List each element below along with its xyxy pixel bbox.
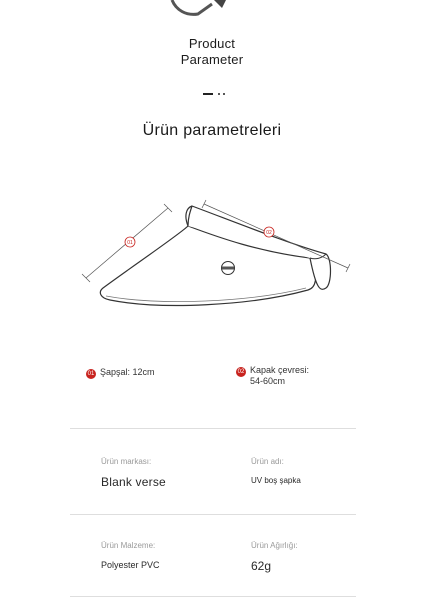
decorative-dash-dots: [0, 90, 424, 98]
header-title-line1: Product: [188, 36, 236, 51]
spec-value-brand: Blank verse: [101, 475, 166, 489]
brand-logo-icon: [222, 262, 235, 275]
dimension-label-02: [264, 227, 274, 237]
divider: [70, 596, 356, 597]
param-number-badge: 01: [87, 371, 95, 377]
header-title-line2: Parameter: [180, 52, 244, 67]
param-text-line1: Kapak çevresi:: [250, 365, 310, 375]
top-image-fragment: [0, 0, 424, 28]
param-head-circumference: [236, 365, 309, 387]
param-text-line2: 54-60cm: [250, 376, 286, 386]
param-text: Şapşal: 12cm: [100, 367, 155, 377]
param-brim-width: [86, 367, 155, 379]
svg-text:01: 01: [127, 240, 133, 246]
spec-label-name: Ürün adı:: [251, 457, 284, 466]
spec-value-name: UV boş şapka: [251, 476, 301, 485]
visor-illustration: [70, 188, 360, 328]
param-text: [250, 365, 309, 387]
svg-text:02: 02: [266, 230, 272, 236]
header-title: [0, 36, 424, 68]
divider: [70, 428, 356, 429]
spec-value-weight: 62g: [251, 559, 272, 573]
spec-value-material: Polyester PVC: [101, 560, 160, 570]
divider: [70, 514, 356, 515]
spec-label-material: Ürün Malzeme:: [101, 541, 156, 550]
param-number-badge: 02: [237, 369, 245, 375]
dimension-label-01: [125, 237, 135, 247]
spec-label-brand: Ürün markası:: [101, 457, 152, 466]
spec-label-weight: Ürün Ağırlığı:: [251, 541, 298, 550]
section-title: Ürün parametreleri: [142, 122, 282, 139]
